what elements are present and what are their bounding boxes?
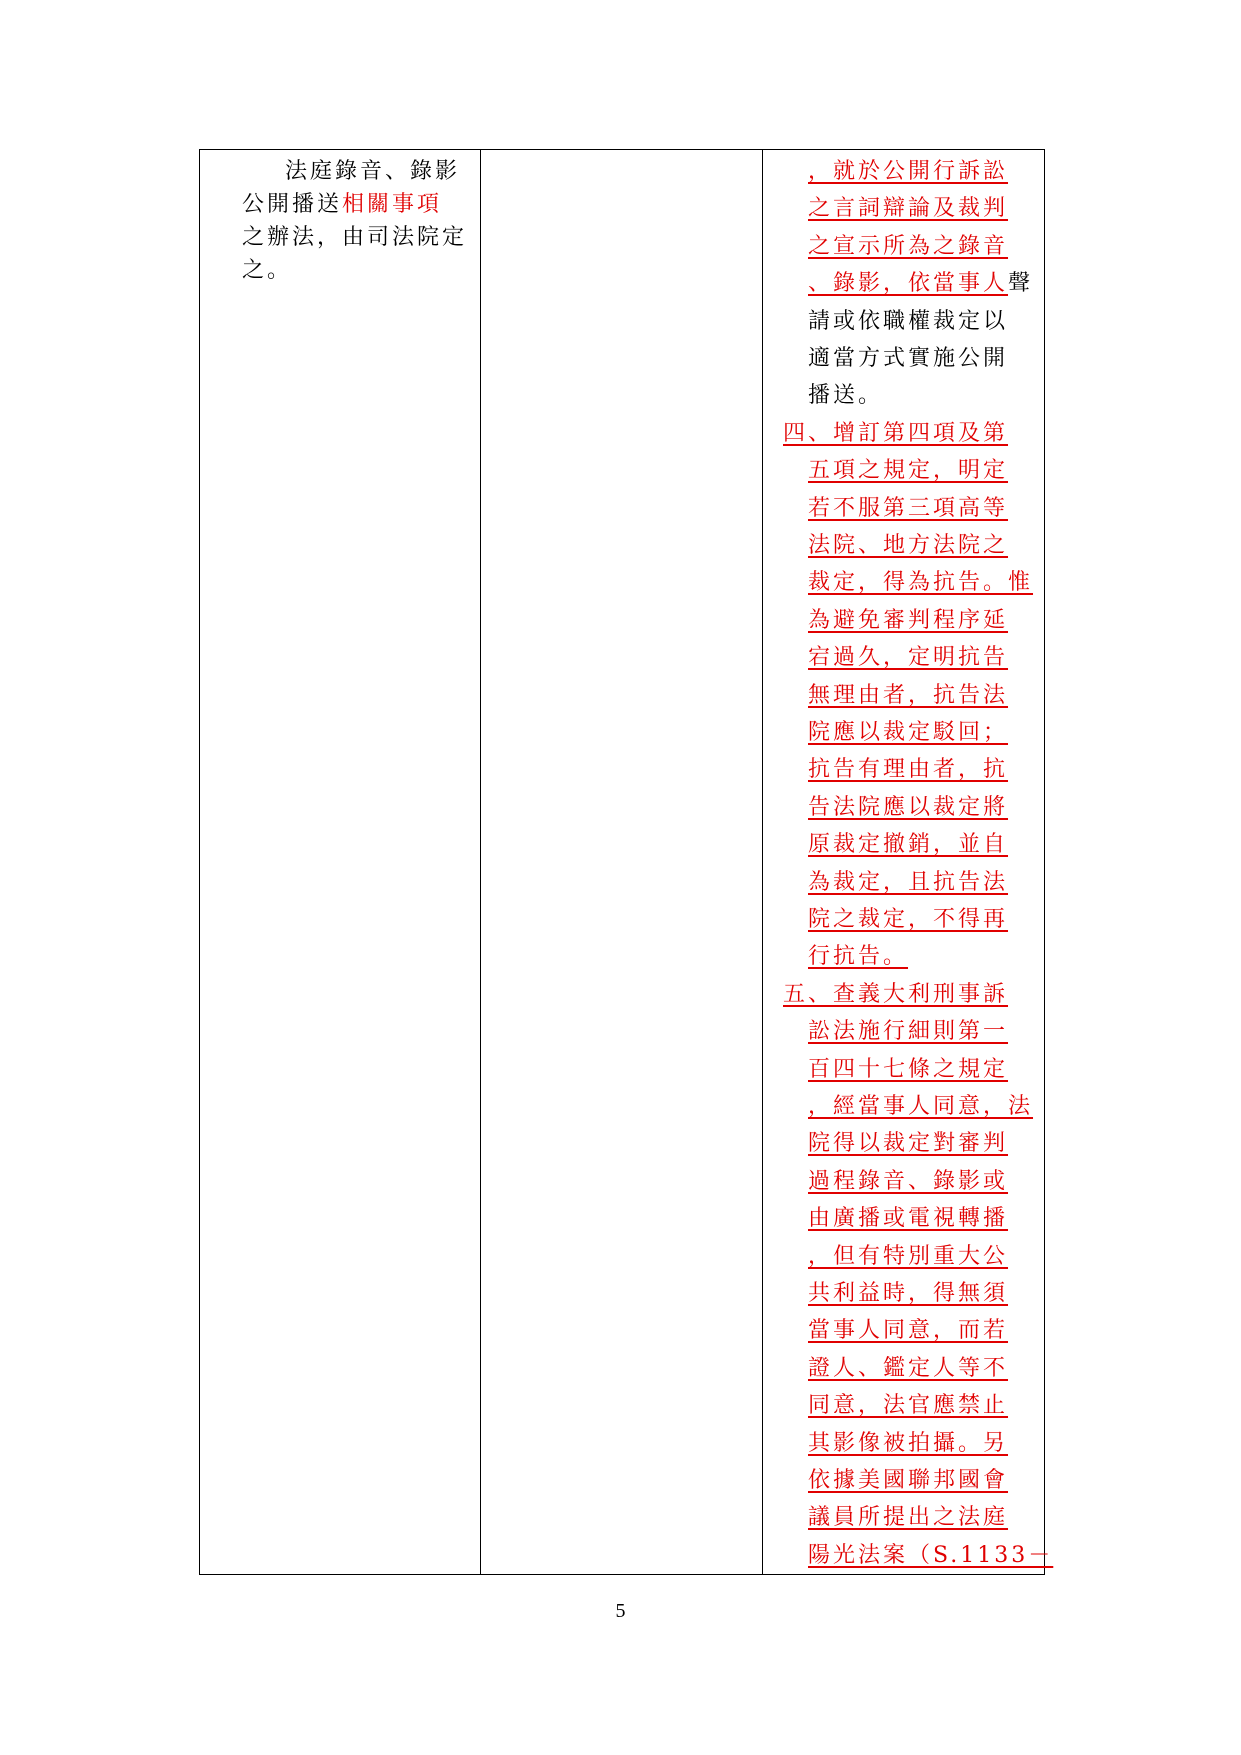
- column-3-cell: [763, 150, 1054, 1575]
- col3-line-segment: 其影像被拍攝。另: [808, 1430, 1009, 1456]
- col3-line: [808, 569, 1033, 597]
- col3-line-segment: 五、查義大利刑事訴: [783, 981, 1009, 1007]
- column-1-cell: [200, 150, 481, 1575]
- col3-line: [808, 1093, 1033, 1121]
- col3-line-segment: 四、增訂第四項及第: [783, 420, 1009, 446]
- col3-line-segment: 法院、地方法院之: [808, 533, 1009, 558]
- col3-line-segment: 議員所提出之法庭: [808, 1505, 1009, 1531]
- col3-line: [808, 644, 1008, 672]
- col3-line: [808, 1430, 1008, 1458]
- col3-line-segment: 共利益時，得無須: [808, 1281, 1009, 1306]
- col3-line: [808, 1205, 1008, 1233]
- col3-line-segment: 過程錄音、錄影或: [808, 1168, 1009, 1194]
- col3-line: [808, 1355, 1008, 1383]
- col3-line: [808, 532, 1008, 560]
- col1-line-segment: 之辦法，由司法院定: [242, 225, 468, 250]
- col3-line-segment: 百四十七條之規定: [808, 1056, 1009, 1082]
- col3-line-segment: 行抗告。: [808, 944, 909, 970]
- col3-line-segment: 、錄影，依當事人: [808, 271, 1009, 297]
- col3-line-segment: 院得以裁定對審判: [808, 1131, 1009, 1157]
- col3-line: [808, 1018, 1008, 1046]
- col3-line: [808, 1542, 1053, 1570]
- col3-line-segment: 抗告有理由者，抗: [808, 757, 1009, 783]
- col3-line: [808, 308, 1008, 336]
- table-row: [200, 150, 1045, 1575]
- col3-line: [783, 420, 1008, 448]
- col3-line: [808, 457, 1008, 485]
- col3-line-segment: 院之裁定，不得再: [808, 907, 1009, 932]
- col3-line: [808, 906, 1008, 934]
- col3-line-segment: 之言詞辯論及裁判: [808, 196, 1009, 222]
- column-1-text: [200, 150, 480, 1574]
- col3-line-segment: 當事人同意，而若: [808, 1318, 1009, 1344]
- col3-line-segment: 裁定，得為抗告。惟: [808, 570, 1034, 596]
- col3-line: [808, 719, 1008, 747]
- page-number: 5: [615, 1600, 626, 1622]
- col3-line-segment: 訟法施行細則第一: [808, 1019, 1009, 1045]
- col3-line: [808, 1243, 1008, 1271]
- col3-line: [808, 1317, 1008, 1345]
- col3-line-segment: 聲: [1008, 271, 1034, 297]
- col3-line-segment: 為避免審判程序延: [808, 607, 1009, 633]
- col3-line: [808, 382, 883, 410]
- col3-line-segment: 證人、鑑定人等不: [808, 1355, 1009, 1381]
- col3-line: [808, 1467, 1008, 1495]
- col3-line: [808, 1392, 1008, 1420]
- col3-line-segment: 五項之規定，明定: [808, 458, 1009, 484]
- col3-line-segment: 陽光法案（S.1133－: [808, 1542, 1054, 1568]
- col3-line: [808, 831, 1008, 859]
- col3-line: [808, 756, 1008, 784]
- col1-line: [242, 191, 442, 219]
- col3-line: [808, 1130, 1008, 1158]
- col3-line: [808, 495, 1008, 523]
- col3-line-segment: ，但有特別重大公: [808, 1243, 1009, 1269]
- col3-line: [808, 794, 1008, 822]
- col3-line-segment: 院應以裁定駁回；: [808, 720, 1009, 745]
- col3-line-segment: 請或依職權裁定以: [808, 308, 1009, 334]
- col3-line: [808, 1056, 1008, 1084]
- col3-line-segment: 適當方式實施公開: [808, 346, 1009, 371]
- col3-line: [808, 233, 1008, 261]
- col3-line-segment: 為裁定，且抗告法: [808, 869, 1009, 895]
- col3-line: [808, 158, 1008, 186]
- col3-line-segment: 若不服第三項高等: [808, 495, 1009, 521]
- col3-line-segment: 告法院應以裁定將: [808, 794, 1009, 820]
- col3-line-segment: 依據美國聯邦國會: [808, 1468, 1009, 1493]
- col3-line-segment: 之宣示所為之錄音: [808, 233, 1009, 259]
- col3-line-segment: 原裁定撤銷，並自: [808, 832, 1009, 858]
- col3-line-segment: 由廣播或電視轉播: [808, 1206, 1009, 1232]
- col3-line-segment: 宕過久，定明抗告: [808, 645, 1009, 671]
- col1-line-segment: 相關事項: [342, 192, 443, 217]
- col1-line: [242, 224, 467, 252]
- col3-line: [783, 981, 1008, 1009]
- col3-line: [808, 1280, 1008, 1308]
- col3-line-segment: ，經當事人同意，法: [808, 1094, 1034, 1119]
- col3-line: [808, 943, 908, 971]
- col1-line: [285, 158, 460, 186]
- col3-line: [808, 270, 1033, 298]
- col3-line: [808, 345, 1008, 373]
- col3-line: [808, 869, 1008, 897]
- col3-line: [808, 1168, 1008, 1196]
- col1-line-segment: 法庭錄音、錄影: [285, 159, 461, 184]
- col3-line-segment: ，就於公開行訴訟: [808, 159, 1009, 184]
- column-3-text: [763, 150, 1054, 1574]
- col3-line-segment: 同意，法官應禁止: [808, 1393, 1009, 1419]
- col3-line: [808, 195, 1008, 223]
- col1-line-segment: 之。: [242, 258, 293, 283]
- col3-line: [808, 607, 1008, 635]
- comparison-table: [199, 149, 1054, 1575]
- col1-line-segment: 公開播送: [242, 192, 343, 217]
- col3-line: [808, 682, 1008, 710]
- col1-line: [242, 257, 292, 285]
- column-2-cell: [481, 150, 763, 1575]
- col3-line: [808, 1504, 1008, 1532]
- col3-line-segment: 無理由者，抗告法: [808, 682, 1009, 708]
- col3-line-segment: 播送。: [808, 383, 884, 409]
